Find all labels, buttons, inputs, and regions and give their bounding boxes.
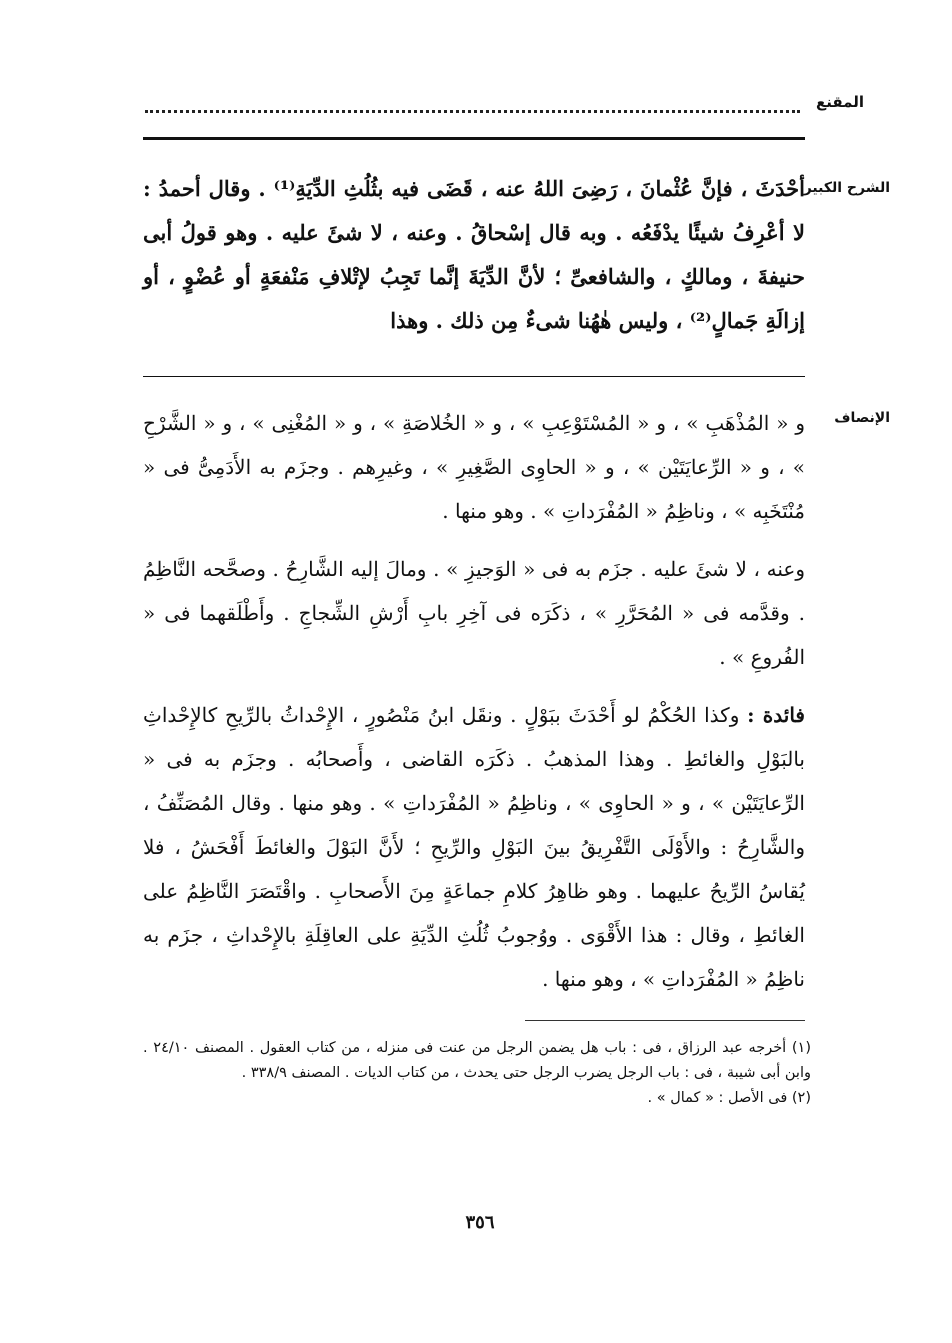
insaf-margin-label: الإنصاف [834, 410, 890, 426]
footnote-2: (٢) فى الأصل : « كمال » . [647, 1090, 811, 1106]
insaf-paragraph-2: وعنه ، لا شئَ عليه . جزَم به فى « الوَجيزِ » . ومالَ إليه الشَّارِحُ . وصحَّحه النَّاظِمُ . وقدَّمه فى « المُحَرَّرِ » ، ذكَرَه فى آخِرِ بابِ أَرْشِ الشِّجاجِ . وأَطْلَقهما فى « الفُروعِ » . [143, 557, 805, 669]
running-head: المقنع [816, 93, 864, 111]
dotted-separator [145, 110, 800, 113]
faida-label: فائدة : [747, 703, 805, 727]
sharh-text-block [143, 167, 805, 343]
top-rule [143, 137, 805, 140]
insaf-paragraph-1: و « المُذْهَبِ » ، و « المُسْتَوْعِبِ » ، و « الخُلاصَةِ » ، و « المُغْنِى » ، و « الشَّرْحِ » ، و « الرِّعايَتَيْن » ، و « الحاوِى الصَّغِيرِ » ، وغيرِهم . وجزَم به الأَدَمِىُّ فى « مُنْتَخَبِه » ، وناظِمُ « المُفْرَداتِ » . وهو منها . [143, 411, 805, 523]
faida-text: وكذا الحُكْمُ لو أَحْدَثَ ببَوْلٍ . ونقَل ابنُ مَنْصُورٍ ، الإِحْداثُ بالرِّيحِ كالإِحْداثِ بالبَوْلِ والغائطِ . وهذا المذهبُ . ذكَرَه القاضى ، وأَصحابُه . وجزَم به فى « الرِّعايَتَيْن » ، و « الحاوِى » ، وناظِمُ « المُفْرَداتِ » . وهو منها . وقال المُصَنِّفُ ، والشَّارِحُ : والأَوْلَى التَّفْرِيقُ بينَ البَوْلِ والرِّيحِ ؛ لأَنَّ البَوْلَ والغائطَ أَفْحَشُ ، فلا يُقاسُ الرِّيحُ عليهما . وهو ظاهِرُ كلامِ جماعَةٍ مِنَ الأَصحابِ . واقْتَصَرَ النَّاظِمُ على الغائطِ ، وقال : هذا الأَقْوَى . ووُجوبُ ثُلُثِ الدِّيَةِ على العاقِلَةِ بالإِحْداثِ ، جزَم به ناظِمُ « المُفْرَداتِ » ، وهو منها . [143, 703, 805, 991]
footnote-rule [525, 1020, 805, 1021]
sharh-margin-label: الشرح الكبير [803, 180, 890, 196]
footnotes [143, 1036, 811, 1111]
insaf-paragraph-3 [143, 693, 805, 1001]
footnote-1: (١) أخرجه عبد الرزاق ، فى : باب هل يضمن الرجل من عنت فى منزله ، من كتاب العقول . المصنف ٢٤/١٠ . وابن أبى شيبة ، فى : باب الرجل يضرب الرجل حتى يحدث ، من كتاب الديات . المصنف ٣٣٨/٩ . [143, 1040, 811, 1081]
section-divider [143, 376, 805, 377]
sharh-paragraph: أحْدَثَ ، فإنَّ عُثْمانَ ، رَضِىَ اللهُ عنه ، قَضَى فيه بثُلُثِ الدِّيَةِ⁽¹⁾ . وقال أحمدُ : لا أعْرِفُ شيئًا يدْفَعُه . وبه قال إسْحاقُ . وعنه ، لا شئَ عليه . وهو قولُ أبى حنيفةَ ، ومالكٍ ، والشافعىِّ ؛ لأنَّ الدِّيَةَ إنَّما تَجِبُ لإتْلافِ مَنْفعَةٍ أو عُضْوٍ ، أو إزالَةِ جَمالٍ⁽²⁾ ، وليس هٰهُنا شىءٌ مِن ذلك . وهذا [143, 176, 805, 333]
insaf-text-block [143, 401, 805, 1001]
page-number: ٣٥٦ [465, 1212, 495, 1233]
